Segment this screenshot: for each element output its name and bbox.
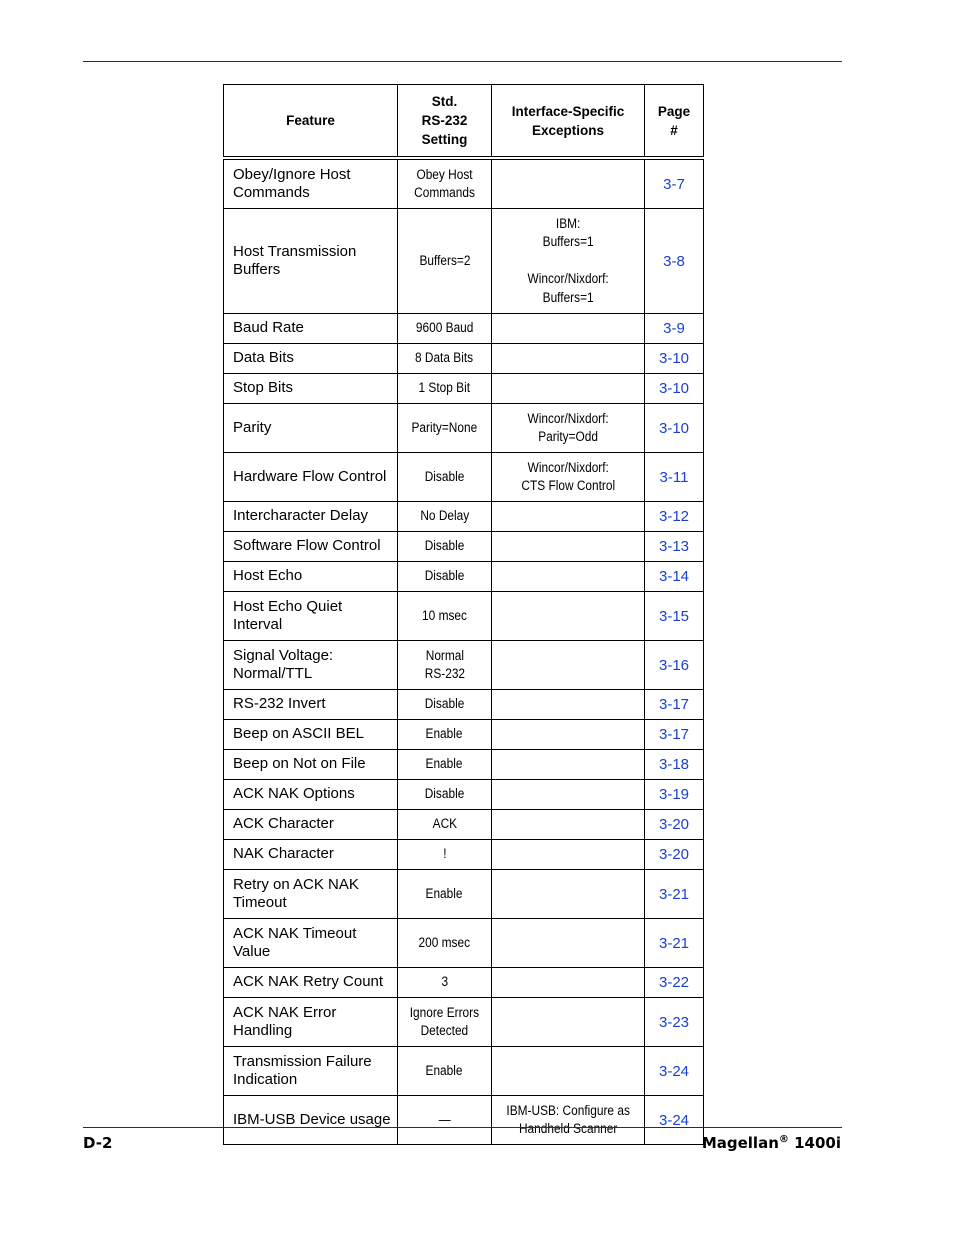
exceptions-cell (492, 158, 645, 209)
feature-table (223, 84, 704, 1145)
setting-cell (398, 374, 492, 404)
exceptions-cell (492, 720, 645, 750)
exceptions-cell (492, 404, 645, 453)
exceptions-cell (492, 810, 645, 840)
setting-cell (398, 750, 492, 780)
setting-cell-text: No Delay (420, 508, 469, 524)
page-link[interactable]: 3-9 (645, 314, 704, 344)
page-link[interactable]: 3-21 (645, 919, 704, 968)
exceptions-cell (492, 641, 645, 690)
setting-cell-text: Disable (424, 538, 465, 554)
exceptions-cell-text: IBM-USB: Configure as Handheld Scanner (506, 1102, 630, 1136)
setting-cell-text: Disable (424, 468, 465, 484)
setting-cell-text: Parity=None (411, 419, 478, 435)
table-row (224, 404, 704, 453)
table-row (224, 374, 704, 404)
page-link[interactable]: 3-19 (645, 780, 704, 810)
setting-cell-text: 8 Data Bits (415, 350, 474, 366)
setting-cell (398, 690, 492, 720)
page-link[interactable]: 3-8 (645, 209, 704, 314)
exceptions-cell (492, 998, 645, 1047)
table-row (224, 998, 704, 1047)
feature-cell: Hardware Flow Control (224, 453, 398, 502)
exceptions-cell-text: Wincor/Nixdorf: CTS Flow Control (521, 459, 615, 493)
setting-cell-text: Enable (425, 756, 463, 772)
table-row (224, 870, 704, 919)
table-row (224, 453, 704, 502)
feature-cell: Host Transmission Buffers (224, 209, 398, 314)
exceptions-cell (492, 968, 645, 998)
feature-cell: ACK Character (224, 810, 398, 840)
setting-cell-text: Ignore Errors Detected (409, 1004, 480, 1038)
feature-cell: Data Bits (224, 344, 398, 374)
setting-cell (398, 870, 492, 919)
feature-cell: ACK NAK Error Handling (224, 998, 398, 1047)
setting-cell-text: Enable (425, 726, 463, 742)
feature-cell: Retry on ACK NAK Timeout (224, 870, 398, 919)
table-row (224, 532, 704, 562)
setting-cell-text: Obey Host Commands (414, 166, 475, 200)
product-model: 1400i (794, 1134, 841, 1152)
feature-cell: Stop Bits (224, 374, 398, 404)
setting-cell (398, 919, 492, 968)
exceptions-cell (492, 502, 645, 532)
page-link[interactable]: 3-11 (645, 453, 704, 502)
page-link[interactable]: 3-21 (645, 870, 704, 919)
footer-rule (83, 1127, 842, 1128)
exceptions-cell (492, 453, 645, 502)
table-row (224, 780, 704, 810)
setting-cell-text: Disable (424, 696, 465, 712)
table-row (224, 840, 704, 870)
exceptions-cell (492, 1096, 645, 1145)
setting-cell (398, 968, 492, 998)
page-number: D-2 (83, 1134, 113, 1152)
setting-cell-text: Enable (425, 885, 463, 901)
feature-cell: Transmission Failure Indication (224, 1047, 398, 1096)
setting-cell (398, 592, 492, 641)
feature-cell: Baud Rate (224, 314, 398, 344)
page-link[interactable]: 3-20 (645, 810, 704, 840)
feature-cell: Host Echo (224, 562, 398, 592)
setting-cell-text: ! (442, 846, 447, 862)
feature-cell: Software Flow Control (224, 532, 398, 562)
exceptions-cell (492, 209, 645, 314)
page-link[interactable]: 3-18 (645, 750, 704, 780)
setting-cell-text: 1 Stop Bit (418, 380, 471, 396)
table-row (224, 209, 704, 314)
feature-cell: Intercharacter Delay (224, 502, 398, 532)
feature-cell: ACK NAK Retry Count (224, 968, 398, 998)
feature-cell: NAK Character (224, 840, 398, 870)
setting-cell-text: Enable (425, 1062, 463, 1078)
setting-cell (398, 344, 492, 374)
table-row (224, 1096, 704, 1145)
page-link[interactable]: 3-24 (645, 1096, 704, 1145)
page-link[interactable]: 3-20 (645, 840, 704, 870)
setting-cell-text: Normal RS-232 (424, 647, 465, 681)
table-row (224, 720, 704, 750)
setting-cell (398, 502, 492, 532)
header-feature: Feature (224, 85, 398, 159)
setting-cell (398, 1047, 492, 1096)
product-title (702, 1134, 841, 1152)
page-link[interactable]: 3-10 (645, 344, 704, 374)
page-link[interactable]: 3-23 (645, 998, 704, 1047)
setting-cell (398, 404, 492, 453)
setting-cell (398, 562, 492, 592)
setting-cell-text: Buffers=2 (419, 252, 470, 268)
table-row (224, 1047, 704, 1096)
feature-cell: RS-232 Invert (224, 690, 398, 720)
page-link[interactable]: 3-16 (645, 641, 704, 690)
exceptions-cell (492, 780, 645, 810)
feature-cell: Beep on Not on File (224, 750, 398, 780)
page-link[interactable]: 3-24 (645, 1047, 704, 1096)
feature-cell: Beep on ASCII BEL (224, 720, 398, 750)
setting-cell (398, 209, 492, 314)
page-link[interactable]: 3-15 (645, 592, 704, 641)
setting-cell (398, 453, 492, 502)
exceptions-cell (492, 919, 645, 968)
table-row (224, 810, 704, 840)
setting-cell (398, 998, 492, 1047)
exceptions-cell (492, 314, 645, 344)
exceptions-cell (492, 870, 645, 919)
header-rule (83, 61, 842, 62)
setting-cell (398, 641, 492, 690)
page-link[interactable]: 3-17 (645, 720, 704, 750)
setting-cell-text: Disable (424, 786, 465, 802)
setting-cell-text: Disable (424, 568, 465, 584)
exceptions-cell (492, 532, 645, 562)
table-row (224, 502, 704, 532)
page-link[interactable]: 3-22 (645, 968, 704, 998)
table-row (224, 750, 704, 780)
exceptions-cell (492, 840, 645, 870)
exceptions-cell (492, 374, 645, 404)
exceptions-cell (492, 592, 645, 641)
exceptions-cell-text: Wincor/Nixdorf: Parity=Odd (527, 410, 609, 444)
page-link[interactable]: 3-10 (645, 374, 704, 404)
table-row (224, 314, 704, 344)
table-row (224, 158, 704, 209)
page-link[interactable]: 3-14 (645, 562, 704, 592)
setting-cell (398, 810, 492, 840)
table-header-row (224, 85, 704, 159)
table-row (224, 919, 704, 968)
setting-cell-text: 200 msec (418, 934, 471, 950)
table-row (224, 690, 704, 720)
table-row (224, 592, 704, 641)
setting-cell-text: 9600 Baud (415, 320, 474, 336)
exceptions-cell (492, 344, 645, 374)
setting-cell (398, 158, 492, 209)
table-row (224, 344, 704, 374)
exceptions-cell-text: IBM: Buffers=1 Wincor/Nixdorf: Buffers=1 (527, 215, 609, 305)
feature-cell: Parity (224, 404, 398, 453)
setting-cell (398, 314, 492, 344)
exceptions-cell (492, 1047, 645, 1096)
table-row (224, 968, 704, 998)
header-setting: Std. RS-232 Setting (398, 85, 492, 159)
table-row (224, 562, 704, 592)
feature-cell: Obey/Ignore Host Commands (224, 158, 398, 209)
feature-cell: ACK NAK Timeout Value (224, 919, 398, 968)
exceptions-cell (492, 750, 645, 780)
header-exceptions: Interface-Specific Exceptions (492, 85, 645, 159)
page-link[interactable]: 3-7 (645, 158, 704, 209)
setting-cell-text: ACK (432, 816, 457, 832)
product-name: Magellan (701, 1134, 779, 1152)
exceptions-cell (492, 562, 645, 592)
setting-cell (398, 840, 492, 870)
setting-cell (398, 532, 492, 562)
setting-cell (398, 1096, 492, 1145)
table-row (224, 641, 704, 690)
header-page: Page # (645, 85, 704, 159)
feature-cell: ACK NAK Options (224, 780, 398, 810)
registered-mark: ® (778, 1134, 789, 1145)
exceptions-cell (492, 690, 645, 720)
feature-cell: Host Echo Quiet Interval (224, 592, 398, 641)
page-link[interactable]: 3-10 (645, 404, 704, 453)
setting-cell-text: — (438, 1111, 451, 1127)
page-link[interactable]: 3-13 (645, 532, 704, 562)
feature-cell: IBM-USB Device usage (224, 1096, 398, 1145)
setting-cell-text: 10 msec (422, 607, 467, 623)
setting-cell (398, 780, 492, 810)
setting-cell (398, 720, 492, 750)
feature-cell: Signal Voltage: Normal/TTL (224, 641, 398, 690)
page-link[interactable]: 3-17 (645, 690, 704, 720)
setting-cell-text: 3 (441, 974, 448, 990)
page-link[interactable]: 3-12 (645, 502, 704, 532)
